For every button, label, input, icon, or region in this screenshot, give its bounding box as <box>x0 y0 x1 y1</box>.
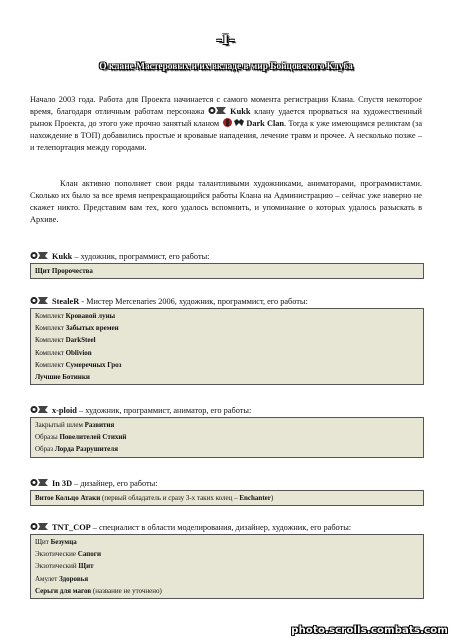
work-prefix: Экзотический <box>35 562 79 571</box>
person-name: StealeR <box>52 297 80 306</box>
work-title: Лучшие Ботинки <box>35 373 90 382</box>
work-title: Кровавой луны <box>65 312 116 320</box>
work-prefix: Щит <box>35 538 51 546</box>
person-name: TNT_COP <box>52 523 91 532</box>
work-suffix: ) <box>270 494 274 502</box>
work-title: Серьги для магов <box>35 586 92 595</box>
intro-text: . Тогда к уже имеющимся реликтам (за нахождение в ТОП) добавились простые и кровавые нападения, лечение травм и прочее. А несколько позже – и телепортация между городами. <box>30 119 423 153</box>
intro-paragraph-1 <box>30 94 422 154</box>
work-title: Щит <box>78 562 94 571</box>
work-item <box>35 443 419 455</box>
work-title: Щит Пророчества <box>35 267 93 275</box>
work-item <box>35 371 419 383</box>
dark-clan-emblem-icon <box>223 118 232 127</box>
work-suffix: (первый обладатель и сразу 3-х таких колец – <box>100 494 240 502</box>
works-box <box>30 417 424 458</box>
chapter-mark: -I- <box>216 32 236 48</box>
work-title: Развития <box>84 421 115 429</box>
dark-clan-bat-icon <box>234 118 244 127</box>
work-title: Повелителей Стихий <box>59 433 127 442</box>
work-item <box>35 431 419 443</box>
work-prefix: Комплект <box>35 312 66 320</box>
work-prefix: Закрытый шлем <box>35 421 85 429</box>
work-prefix: Комплект <box>35 324 66 333</box>
clan-emblem-icon <box>30 251 50 260</box>
work-prefix: Комплект <box>35 360 66 369</box>
person-heading <box>30 522 430 533</box>
person-name: In 3D <box>52 479 73 488</box>
work-prefix: Образ <box>35 445 55 454</box>
work-title: Лорда Разрушителя <box>54 445 118 454</box>
dark-clan-name: Dark Clan <box>246 119 285 129</box>
intro-text: Начало 2003 года. Работа для Проекта начинается с самого момента регистрации Клана. Спустя некоторое время, благодаря отличным работам персонажа <box>30 95 422 117</box>
work-item <box>35 573 419 585</box>
works-box <box>30 534 424 599</box>
intro-text: клану удается прорваться на художественный рынок Проекта, до этого уже прочно занятый кланом <box>30 107 422 129</box>
person-heading <box>30 296 430 307</box>
kukk-name: Kukk <box>230 107 251 117</box>
work-prefix: Комплект <box>35 348 66 357</box>
work-item <box>35 419 419 431</box>
work-title: Oblivion <box>65 348 92 357</box>
work-prefix: Амулет <box>35 574 60 583</box>
clan-emblem-icon <box>208 106 228 115</box>
work-prefix: Образы <box>35 433 60 442</box>
person-description: – специалист в области моделирования, дизайнер, художник, его работы: <box>90 523 352 532</box>
work-suffix: (название не уточнено) <box>91 586 162 595</box>
person-description: - Мистер Mercenaries 2006, художник, программист, его работы: <box>79 297 308 306</box>
work-item <box>35 347 419 359</box>
work-item <box>35 492 419 504</box>
section-heading: О клане Мастеровых и их вкладе в мир Бойцовского Клуба <box>99 62 353 72</box>
intro-paragraph-2: Клан активно пополняет свои ряды талантливыми художниками, аниматорами, программистами. Сколько их было за все время непрекращающийся работы Клана на Администрацию – сейчас уже наверно не скажет никто. Представим вам тех, кого удалось вспомнить, и упоминание о которых удалось разыскать в Архиве. <box>30 179 422 225</box>
works-box <box>30 308 424 385</box>
works-box <box>30 490 424 506</box>
work-item <box>35 334 419 346</box>
clan-emblem-icon <box>30 522 50 531</box>
person-description: – художник, программист, аниматор, его работы: <box>76 406 252 415</box>
work-title: Безумца <box>50 538 77 546</box>
work-item <box>35 359 419 371</box>
work-title: Здоровья <box>59 574 89 583</box>
work-item <box>35 560 419 572</box>
works-box <box>30 263 424 279</box>
watermark: photo.scrolls.combats.com <box>291 625 448 636</box>
work-title: Сапоги <box>77 550 101 559</box>
work-item <box>35 310 419 322</box>
person-description: – художник, программист, его работы: <box>72 252 210 261</box>
work-title: Витое Кольцо Атаки <box>35 494 101 502</box>
person-heading <box>30 478 430 489</box>
work-item <box>35 585 419 597</box>
person-heading <box>30 251 430 262</box>
work-title: Забытых времен <box>65 324 119 333</box>
clan-emblem-icon <box>30 478 50 487</box>
work-owner: Enchanter <box>239 494 271 502</box>
clan-emblem-icon <box>30 405 50 414</box>
person-heading <box>30 405 430 416</box>
work-item <box>35 536 419 548</box>
person-description: – дизайнер, его работы: <box>72 479 158 488</box>
work-title: DarkSteel <box>65 336 96 345</box>
person-name: x-ploid <box>52 406 77 415</box>
clan-emblem-icon <box>30 296 50 305</box>
person-name: Kukk <box>52 252 73 261</box>
work-item <box>35 322 419 334</box>
work-prefix: Комплект <box>35 336 66 345</box>
work-prefix: Экзотические <box>35 550 78 559</box>
work-item <box>35 265 419 277</box>
work-title: Сумеречных Гроз <box>65 360 122 369</box>
work-item <box>35 548 419 560</box>
